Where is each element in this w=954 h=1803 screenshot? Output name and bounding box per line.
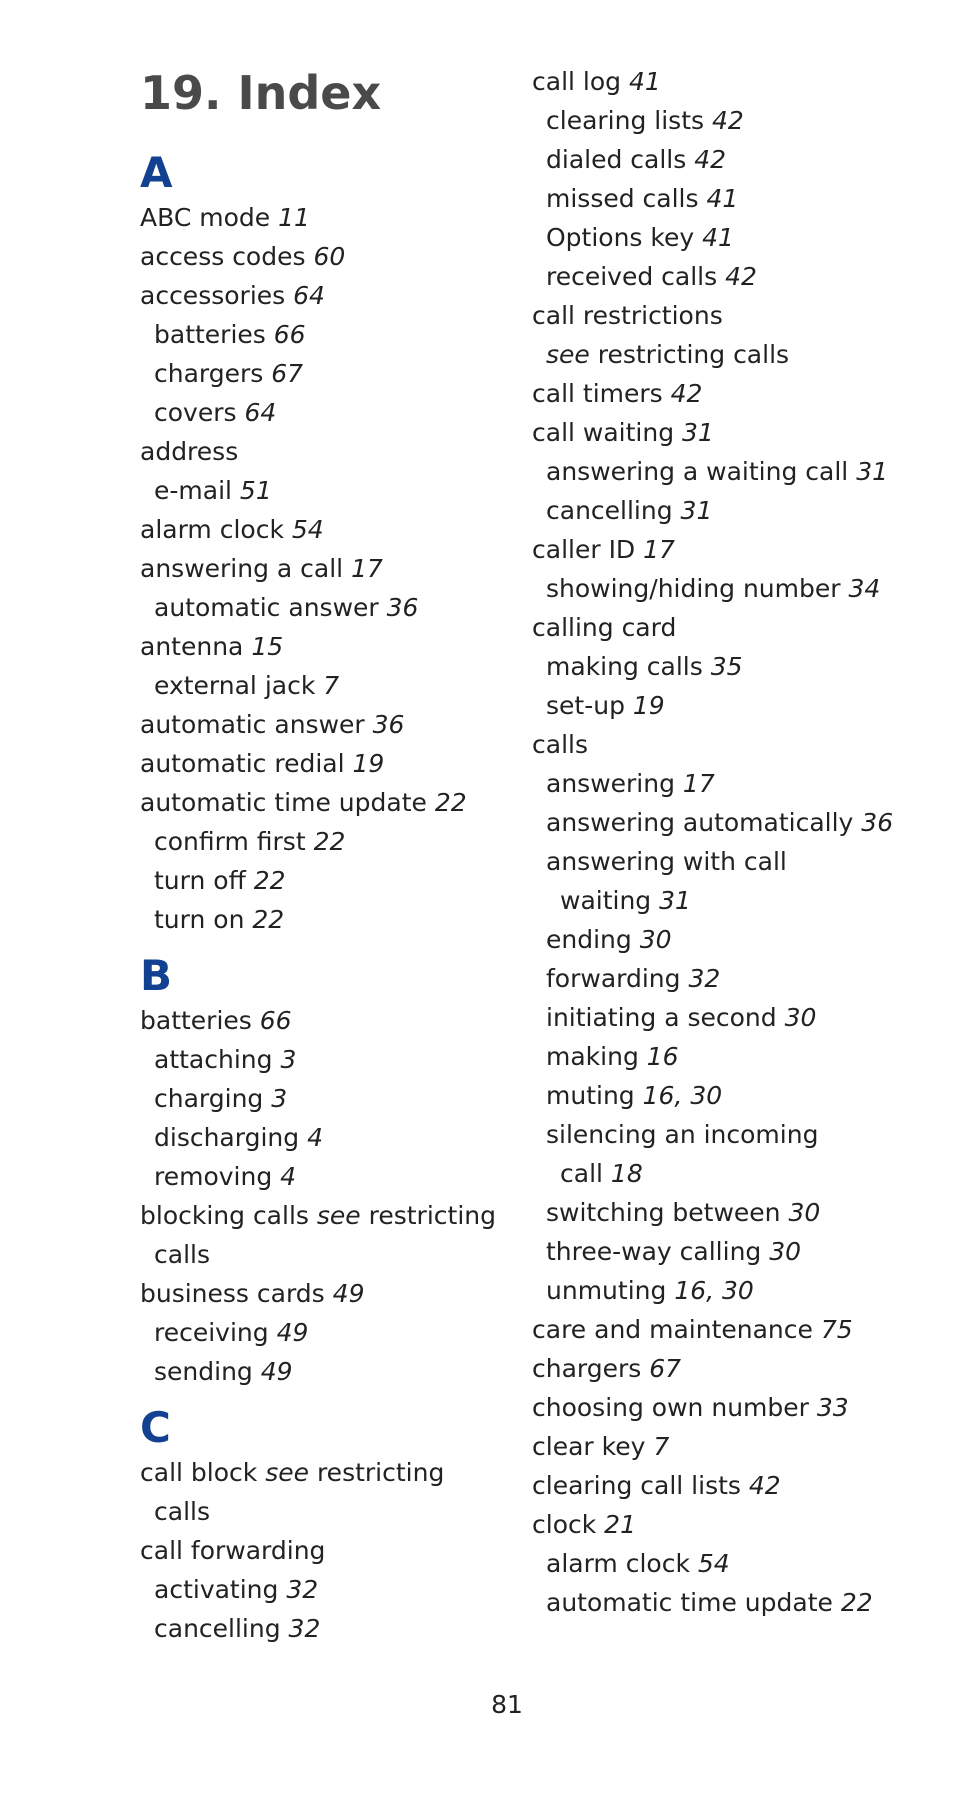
page-reference[interactable]: 30 [769,1237,802,1266]
index-term: missed calls [546,184,699,213]
index-entry [532,62,942,101]
index-term: call restrictions [532,301,723,330]
index-term: call waiting [532,418,675,447]
index-term: call log [532,67,622,96]
section-letter: C [140,1403,171,1452]
page-reference[interactable]: 22 [253,866,286,895]
index-term: forwarding [546,964,681,993]
page-reference[interactable]: 42 [711,106,744,135]
index-term: answering with call [546,847,787,876]
index-entry [532,140,942,179]
index-term: making calls [546,652,703,681]
page-reference[interactable]: 54 [291,515,324,544]
index-term: clock [532,1510,597,1539]
index-entry [140,744,510,783]
page-reference[interactable]: 49 [276,1318,309,1347]
index-entry [140,666,510,705]
index-term: answering [546,769,675,798]
index-entry [140,315,510,354]
see-target[interactable]: restricting [316,1458,445,1487]
index-entry [140,1001,510,1040]
section-letter: A [140,148,173,197]
index-term: alarm clock [546,1549,690,1578]
see-reference: see [316,1201,361,1230]
index-term: batteries [140,1006,252,1035]
index-term: call [560,1159,603,1188]
index-term: silencing an incoming [546,1120,819,1149]
index-term: clear key [532,1432,646,1461]
index-term: clearing lists [546,106,705,135]
index-term: dialed calls [546,145,687,174]
page-reference[interactable]: 41 [706,184,739,213]
see-target[interactable]: restricting calls [597,340,790,369]
page-reference[interactable]: 36 [861,808,894,837]
index-entry [532,1583,942,1622]
page-reference[interactable]: 42 [670,379,703,408]
page-reference[interactable]: 36 [372,710,405,739]
page-reference[interactable]: 54 [697,1549,730,1578]
index-term: access codes [140,242,306,271]
index-term: call forwarding [140,1536,326,1565]
page-reference[interactable]: 36 [386,593,419,622]
index-term: attaching [154,1045,273,1074]
page-reference[interactable]: 11 [278,203,310,232]
page-reference[interactable]: 30 [788,1198,821,1227]
index-term: sending [154,1357,253,1386]
index-term: turn off [154,866,246,895]
index-term: batteries [154,320,266,349]
index-entry [140,861,510,900]
index-entry [532,101,942,140]
index-entry [140,393,510,432]
page-reference[interactable]: 41 [628,67,661,96]
page-reference[interactable]: 75 [820,1315,853,1344]
index-entry [532,998,942,1037]
page-reference[interactable]: 19 [632,691,665,720]
index-term: address [140,437,239,466]
index-term: Options key [546,223,695,252]
index-term: answering a waiting call [546,457,849,486]
index-term: charging [154,1084,264,1113]
index-entry [532,1271,942,1310]
index-term: ABC mode [140,203,271,232]
index-entry [532,413,942,452]
index-entry [140,1040,510,1079]
index-term: e-mail [154,476,232,505]
page-reference[interactable]: 67 [649,1354,682,1383]
page-reference[interactable]: 18 [610,1159,643,1188]
index-entry [140,1352,510,1391]
index-term: turn on [154,905,245,934]
page-reference[interactable]: 33 [816,1393,849,1422]
index-entry [140,588,510,627]
index-entry [140,354,510,393]
page-reference[interactable]: 31 [682,418,714,447]
index-term: caller ID [532,535,636,564]
index-entry [532,257,942,296]
index-term: unmuting [546,1276,667,1305]
index-entry [140,1609,510,1648]
index-entry [532,1544,942,1583]
index-entry [140,783,510,822]
index-entry [532,1154,942,1193]
see-reference: see [265,1458,309,1487]
page-reference[interactable]: 42 [748,1471,781,1500]
page-reference[interactable]: 35 [710,652,743,681]
page-reference[interactable]: 4 [307,1123,323,1152]
page-reference[interactable]: 16, 30 [642,1081,723,1110]
page-reference[interactable]: 4 [280,1162,297,1191]
index-entry [140,1531,510,1570]
index-entry [532,725,942,764]
index-term: chargers [154,359,264,388]
index-entry [532,1349,942,1388]
page-reference[interactable]: 42 [694,145,727,174]
index-term: activating [154,1575,279,1604]
page-reference[interactable]: 22 [313,827,346,856]
index-term: initiating a second [546,1003,777,1032]
index-term: chargers [532,1354,642,1383]
index-entry [532,881,942,920]
index-term: three-way calling [546,1237,762,1266]
index-entry [532,296,942,335]
index-entry [532,530,942,569]
page-reference[interactable]: 49 [332,1279,365,1308]
index-entry [140,471,510,510]
index-term: removing [154,1162,273,1191]
index-entry [532,1505,942,1544]
index-entry [140,1492,510,1531]
index-term: calling card [532,613,677,642]
index-entry [140,705,510,744]
page-reference[interactable]: 66 [259,1006,292,1035]
index-term: choosing own number [532,1393,809,1422]
index-term: switching between [546,1198,781,1227]
page-reference[interactable]: 51 [239,476,272,505]
index-entry [532,1388,942,1427]
index-term: discharging [154,1123,300,1152]
page-reference[interactable]: 32 [288,1614,321,1643]
page-reference[interactable]: 67 [271,359,304,388]
page-reference[interactable]: 32 [688,964,721,993]
page-reference[interactable]: 60 [313,242,346,271]
index-term: business cards [140,1279,325,1308]
page-reference[interactable]: 3 [271,1084,288,1113]
index-entry [140,900,510,939]
page-reference[interactable]: 30 [639,925,672,954]
index-term: answering a call [140,554,344,583]
index-entry [532,803,942,842]
index-term: calls [154,1240,210,1269]
index-entry [140,1157,510,1196]
page-reference[interactable]: 22 [840,1588,873,1617]
index-entry [532,1076,942,1115]
page-reference[interactable]: 41 [702,223,734,252]
index-entry [140,1313,510,1352]
index-term: accessories [140,281,286,310]
index-entry [532,1310,942,1349]
page-reference[interactable]: 31 [680,496,713,525]
index-term: call block [140,1458,258,1487]
index-entry [532,491,942,530]
index-entry [140,510,510,549]
page-reference[interactable]: 22 [434,788,467,817]
index-term: ending [546,925,632,954]
index-term: receiving [154,1318,269,1347]
index-entry [140,237,510,276]
see-reference: see [546,340,590,369]
index-entry [140,1079,510,1118]
index-entry [532,1115,942,1154]
index-term: showing/hiding number [546,574,841,603]
index-term: care and maintenance [532,1315,813,1344]
index-entry [532,764,942,803]
index-entry [532,374,942,413]
index-entry [140,1274,510,1313]
page-reference[interactable]: 34 [848,574,881,603]
page-reference[interactable]: 64 [244,398,277,427]
index-entry [140,549,510,588]
page-reference[interactable]: 3 [280,1045,297,1074]
page-reference[interactable]: 64 [293,281,325,310]
index-term: muting [546,1081,635,1110]
page-reference[interactable]: 16 [646,1042,679,1071]
index-term: antenna [140,632,244,661]
index-entry [532,1193,942,1232]
page-title: 19. Index [140,66,382,120]
page-reference[interactable]: 16, 30 [674,1276,754,1305]
index-term: automatic answer [154,593,379,622]
index-term: making [546,1042,639,1071]
page-reference[interactable]: 30 [784,1003,817,1032]
index-term: call timers [532,379,663,408]
index-term: calls [532,730,588,759]
index-entry [140,822,510,861]
index-entry [532,452,942,491]
index-entry [140,1570,510,1609]
index-entry [140,1235,510,1274]
index-entry [532,686,942,725]
page-reference[interactable]: 19 [352,749,385,778]
page-reference[interactable]: 22 [252,905,285,934]
page-reference[interactable]: 42 [725,262,757,291]
index-term: automatic time update [546,1588,833,1617]
index-term: alarm clock [140,515,284,544]
index-entry [140,276,510,315]
page-reference[interactable]: 31 [856,457,889,486]
index-entry [532,647,942,686]
index-entry [532,959,942,998]
index-term: cancelling [546,496,673,525]
index-term: confirm first [154,827,306,856]
index-term: automatic redial [140,749,345,778]
index-column-left [140,62,510,1648]
index-entry [532,1232,942,1271]
section-letter: B [140,951,173,1000]
index-term: set-up [546,691,625,720]
see-target[interactable]: restricting [368,1201,496,1230]
page-reference[interactable]: 32 [286,1575,319,1604]
index-entry [532,1427,942,1466]
index-term: covers [154,398,237,427]
page-reference[interactable]: 7 [653,1432,670,1461]
page-reference[interactable]: 31 [659,886,691,915]
page-reference[interactable]: 17 [643,535,675,564]
index-term: blocking calls [140,1201,309,1230]
index-term: calls [154,1497,210,1526]
index-entry [532,1466,942,1505]
index-entry [140,1453,510,1492]
page-reference[interactable]: 7 [323,671,340,700]
index-entry [532,335,942,374]
index-entry [140,1118,510,1157]
page-number: 81 [491,1690,523,1719]
page-reference[interactable]: 17 [682,769,715,798]
index-column-right [532,62,942,1622]
page-reference[interactable]: 21 [604,1510,636,1539]
index-term: answering automatically [546,808,854,837]
index-entry [140,627,510,666]
index-term: automatic time update [140,788,427,817]
page-reference[interactable]: 49 [260,1357,293,1386]
index-entry [532,1037,942,1076]
index-entry [532,569,942,608]
index-term: received calls [546,262,718,291]
index-entry [532,842,942,881]
index-entry [140,432,510,471]
index-entry [140,198,510,237]
index-entry [532,920,942,959]
index-term: automatic answer [140,710,365,739]
page-reference[interactable]: 66 [273,320,306,349]
index-entry [532,218,942,257]
index-term: clearing call lists [532,1471,741,1500]
index-entry [140,1196,510,1235]
index-term: waiting [560,886,652,915]
index-entry [532,608,942,647]
page-reference[interactable]: 15 [251,632,284,661]
index-term: cancelling [154,1614,281,1643]
index-term: external jack [154,671,316,700]
page-reference[interactable]: 17 [351,554,383,583]
index-entry [532,179,942,218]
